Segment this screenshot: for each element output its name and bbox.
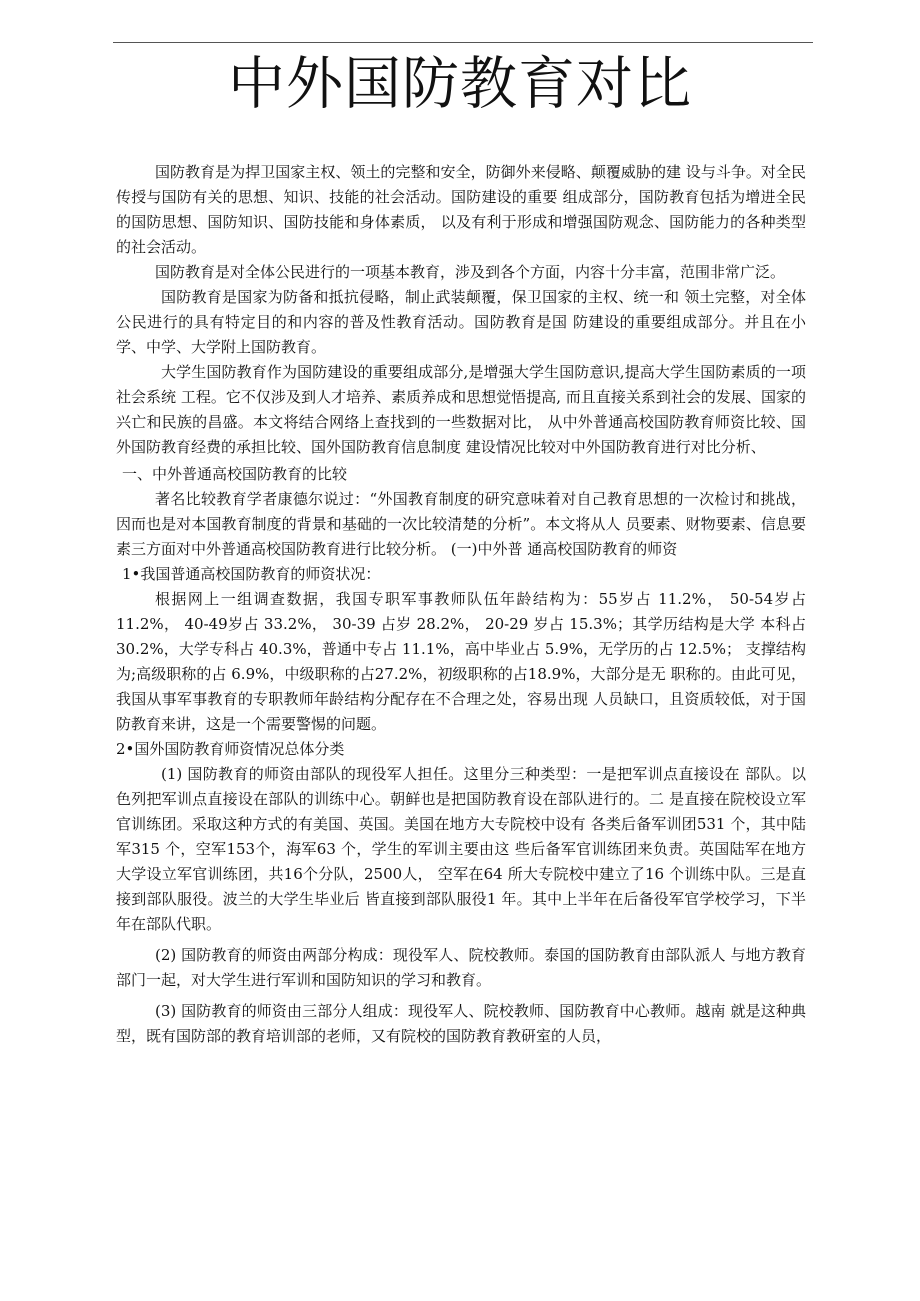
paragraph-type-one: (1) 国防教育的师资由部队的现役军人担任。这里分三种类型：一是把军训点直接设在 部队。以色列把军训点直接设在部队的训练中心。朝鲜也是把国防教育设在部队进行的。二 是直接在院校设立军官训练团。采取这种方式的有美国、英国。美国在地方大专院校中设有 各类后备军训团531 个，其中陆军315 个，空军153个，海军63 个，学生的军训主要由这 些后备军官训练团来负责。英国陆军在地方大学设立军官训练团，共16个分队，2500人， 空军在64 所大专院校中建立了16 个训练中队。三是直接到部队服役。波兰的大学生毕业后 皆直接到部队服役1 年。其中上半年在后备役军官学校学习，下半年在部队代职。 (116, 765, 806, 933)
paragraph-definition: 国防教育是国家为防备和抵抗侵略，制止武装颠覆，保卫国家的主权、统一和 领土完整，对全体公民进行的具有特定目的和内容的普及性教育活动。国防教育是国 防建设的重要组成部分。并且在小学、中学、大学附上国防教育。 (116, 288, 806, 356)
paragraph-survey-data: 根据网上一组调查数据，我国专职军事教师队伍年龄结构为：55岁占 11.2%， 50-54岁占 11.2%， 40-49岁占 33.2%， 30-39 占岁 28.2%， 20-29 岁占 15.3%；其学历结构是大学 本科占 30.2%，大学专科占 40.3%，普通中专占 11.1%，高中毕业占 5.9%，无学历的占 12.5%； 支撑结构为;高级职称的占 6.9%，中级职称的占27.2%，初级职称的占18.9%，大部分是无 职称的。由此可见，我国从事军事教育的专职教师年龄结构分配存在不合理之处，容易出现 人员缺口，且资质较低，对于国防教育来讲，这是一个需要警惕的问题。 (116, 590, 806, 733)
section-heading-one: 一、中外普通高校国防教育的比较 (122, 465, 348, 483)
header-rule (113, 42, 813, 43)
paragraph-basic-education: 国防教育是对全体公民进行的一项基本教育，涉及到各个方面，内容十分丰富，范围非常广泛。 (155, 263, 786, 281)
paragraph-intro: 国防教育是为捍卫国家主权、领土的完整和安全，防御外来侵略、颠覆威胁的建 设与斗争。对全民传授与国防有关的思想、知识、技能的社会活动。国防建设的重要 组成部分，国防教育包括为增进全民的国防思想、国防知识、国防技能和身体素质， 以及有利于形成和增强国防观念、国防能力的各种类型的社会活动。 (116, 163, 806, 256)
paragraph-type-three: (3) 国防教育的师资由三部分人组成：现役军人、院校教师、国防教育中心教师。越南 就是这种典型，既有国防部的教育培训部的老师，又有院校的国防教育教研室的人员， (116, 1002, 806, 1045)
paragraph-university-education: 大学生国防教育作为国防建设的重要组成部分,是增强大学生国防意识,提高大学生国防素质的一项社会系统 工程。它不仅涉及到人才培养、素质养成和思想觉悟提高, 而且直接关系到社会的发展、国家的兴亡和民族的昌盛。本文将结合网络上查找到的一些数据对比， 从中外普通高校国防教育师资比较、国外国防教育经费的承担比较、国外国防教育信息制度 建设情况比较对中外国防教育进行对比分析、 (116, 363, 806, 456)
paragraph-type-two: (2) 国防教育的师资由两部分构成：现役军人、院校教师。泰国的国防教育由部队派人 与地方教育部门一起，对大学生进行军训和国防知识的学习和教育。 (116, 946, 806, 989)
paragraph-kandel-quote: 著名比较教育学者康德尔说过：“外国教育制度的研究意味着对自己教育思想的一次检讨和挑战，因而也是对本国教育制度的背景和基础的一次比较清楚的分析”。本文将从人 员要素、财物要素、信息要素三方面对中外普通高校国防教育进行比较分析。 (一)中外普 通高校国防教育的师资 (116, 490, 806, 558)
subheading-foreign-teachers: 2•国外国防教育师资情况总体分类 (116, 740, 345, 758)
subheading-domestic-teachers: 1•我国普通高校国防教育的师资状况： (122, 565, 381, 583)
document-body (116, 160, 806, 1049)
document-title: 中外国防教育对比 (228, 51, 692, 117)
